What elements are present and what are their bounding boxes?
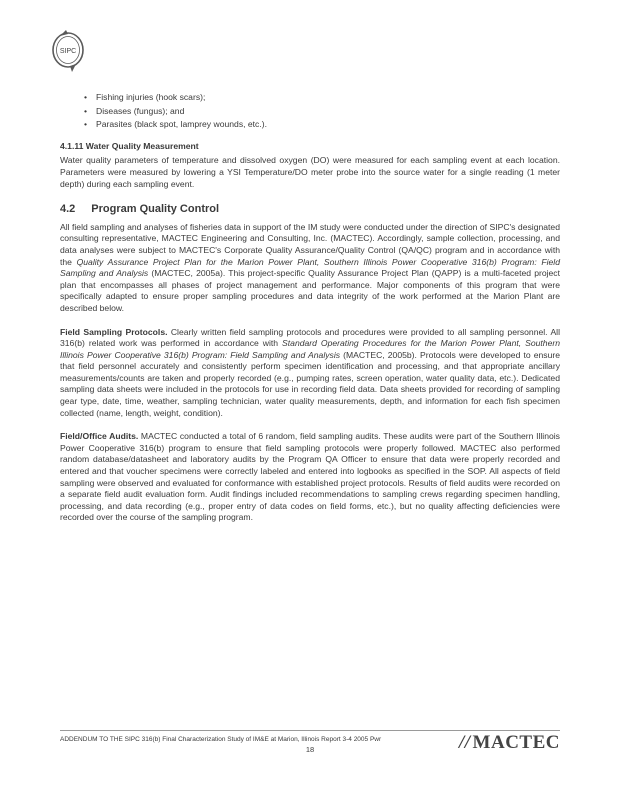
bullet-item: • Diseases (fungus); and (84, 106, 560, 118)
field-sampling-paragraph (60, 327, 560, 420)
page-footer (60, 730, 560, 770)
observation-bullets (60, 92, 560, 131)
paragraph-text: MACTEC conducted a total of 6 random, field sampling audits. These audits were part of the Southern Illinois Power Cooperative 316(b) program to ensure that field sampling protocols were properly followed. MACTEC also performed random database/datasheet and laboratory audits by the Program QA Officer to ensure that data were properly recorded and entered and that voucher specimens were correctly labeled and entered into logbooks as specified in the SOP. All aspects of field sampling were observed and evaluated for conformance with established project protocols. Results of field audits were recorded on a separate field audit evaluation form. Audit findings included recommendations to sampling crews regarding specimen handling, processing, and data recording (e.g., proper entry of data codes on field forms, etc.), but no quality affecting deficiencies were recorded over the course of the sampling program. (60, 431, 560, 523)
section-4-2-heading (60, 204, 560, 216)
section-number: 4.2 (60, 203, 76, 216)
paragraph-text: (MACTEC, 2005a). This project-specific Quality Assurance Project Plan (QAPP) is a multi-faceted project plan that encompasses all phases of project management and performance. Major components of this program that were specifically adapted to ensure proper sampling procedures and data integrity of the work performed at the Marion Plant are described below. (60, 268, 560, 313)
quality-control-paragraph (60, 222, 560, 315)
mactec-mark-icon: // (458, 732, 471, 753)
bullet-item: • Fishing injuries (hook scars); (84, 92, 560, 104)
sipc-logo-graphic (46, 28, 90, 74)
page-number: 18 (305, 745, 315, 754)
run-in-heading: Field Sampling Protocols. (60, 326, 168, 337)
qapp-title: Quality Assurance Project Plan for the Marion Power Plant, Southern Illinois Power Cooperative 316(b) Program: Field Sampling and Analysis (60, 256, 560, 279)
sop-title: Standard Operating Procedures for the Marion Power Plant, Southern Illinois Power Cooperative 316(b) Program: Field Sampling and Analysis (60, 338, 560, 360)
paragraph-text: (MACTEC, 2005b). Protocols were developed to ensure that field personnel accurately and consistently perform specimen identification and processing, and that appropriate ancillary measurements/counts are taken and properly recorded (e.g., pumping rates, screen operation, water quality data, etc.). Dedicated sampling data sheets were included in the protocols for use in recording field data. Data sheets provided for recording of sampling gear type, date, time, weather, sampling technician, water quality measurements, depth, and information for each fish specimen collected (name, length, weight, condition). (60, 349, 560, 418)
logo-text: SIPC (59, 48, 77, 55)
bullet-item: • Parasites (black spot, lamprey wounds, etc.). (84, 119, 560, 131)
footer-citation: ADDENDUM TO THE SIPC 316(b) Final Characterization Study of IM&E at Marion, Illinois Report 3-4 2005 Pwr (60, 736, 382, 743)
sipc-logo (46, 28, 90, 74)
footer-divider (60, 730, 560, 731)
page-content (60, 92, 560, 536)
section-title: Program Quality Control (91, 203, 220, 216)
mactec-wordmark: MACTEC (472, 732, 560, 753)
mactec-logo (459, 732, 560, 754)
paragraph-text: All field sampling and analyses of fisheries data in support of the IM study were conducted under the direction of SIPC's designated consulting representative, MACTEC Engineering and Consulting, Inc. (MACTEC). Accordingly, sample collection, processing, and data analyses were subject to MACTEC's Corporate Quality Assurance/Quality Control (QA/QC) program and in accordance with the (60, 221, 560, 267)
water-quality-paragraph: Water quality parameters of temperature and dissolved oxygen (DO) were measured for each sampling event at each location. Parameters were measured by lowering a YSI Temperature/DO meter probe into the source water for a single reading (1 meter depth) during each sampling event. (60, 155, 560, 189)
field-office-audits-paragraph (60, 431, 560, 524)
run-in-heading: Field/Office Audits. (60, 431, 139, 442)
section-4-1-11-heading: 4.1.11 Water Quality Measurement (60, 140, 199, 151)
paragraph-text: Clearly written field sampling protocols and procedures were provided to all sampling personnel. All 316(b) related work was performed in accordance with (60, 326, 560, 349)
